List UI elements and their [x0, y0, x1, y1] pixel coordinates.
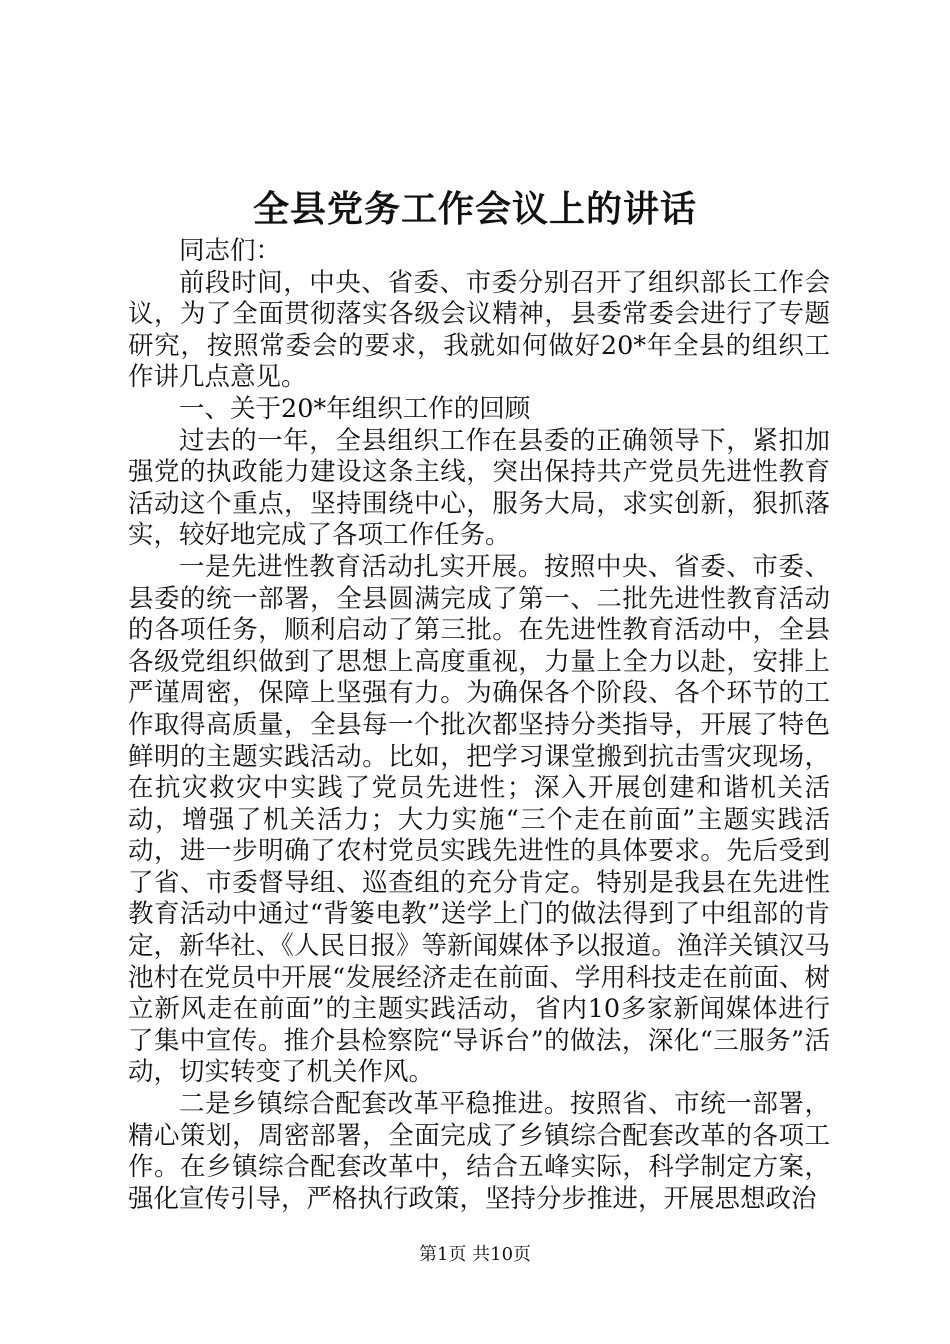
section-heading: 一、关于20*年组织工作的回顾	[179, 393, 531, 424]
paragraph-intro: 前段时间，中央、省委、市委分别召开了组织部长工作会议，为了全面贯彻落实各级会议精神，县委常委会进行了专题研究，按照常委会的要求，我就如何做好20*年全县的组织工作讲几点意见。	[128, 267, 830, 393]
paragraph-review: 过去的一年，全县组织工作在县委的正确领导下，紧扣加强党的执政能力建设这条主线，突出保持共产党员先进性教育活动这个重点，坚持围绕中心，服务大局，求实创新，狠抓落实，较好地完成了各项工作任务。	[128, 425, 830, 551]
page-number-footer: 第1页 共10页	[418, 1244, 532, 1265]
paragraph-point-two: 二是乡镇综合配套改革平稳推进。按照省、市统一部署，精心策划，周密部署，全面完成了乡镇综合配套改革的各项工作。在乡镇综合配套改革中，结合五峰实际，科学制定方案，强化宣传引导，严格执行政策，坚持分步推进，开展思想政治	[128, 1089, 830, 1214]
paragraph-salutation: 同志们：	[179, 236, 282, 266]
document-body	[128, 236, 830, 1215]
document-title: 全县党务工作会议上的讲话	[252, 188, 697, 230]
paragraph-point-one: 一是先进性教育活动扎实开展。按照中央、省委、市委、县委的统一部署，全县圆满完成了第一、二批先进性教育活动的各项任务，顺利启动了第三批。在先进性教育活动中，全县各级党组织做到了思想上高度重视，力量上全力以赴，安排上严谨周密，保障上坚强有力。为确保各个阶段、各个环节的工作取得高质量，全县每一个批次都坚持分类指导，开展了特色鲜明的主题实践活动。比如，把学习课堂搬到抗击雪灾现场，在抗灾救灾中实践了党员先进性；深入开展创建和谐机关活动，增强了机关活力；大力实施“三个走在前面”主题实践活动，进一步明确了农村党员实践先进性的具体要求。先后受到了省、市委督导组、巡查组的充分肯定。特别是我县在先进性教育活动中通过“背篓电教”送学上门的做法得到了中组部的肯定，新华社、《人民日报》等新闻媒体予以报道。渔洋关镇汉马池村在党员中开展“发展经济走在前面、学用科技走在前面、树立新风走在前面”的主题实践活动，省内10多家新闻媒体进行了集中宣传。推介县检察院“导诉台”的做法，深化“三服务”活动，切实转变了机关作风。	[128, 551, 830, 1088]
